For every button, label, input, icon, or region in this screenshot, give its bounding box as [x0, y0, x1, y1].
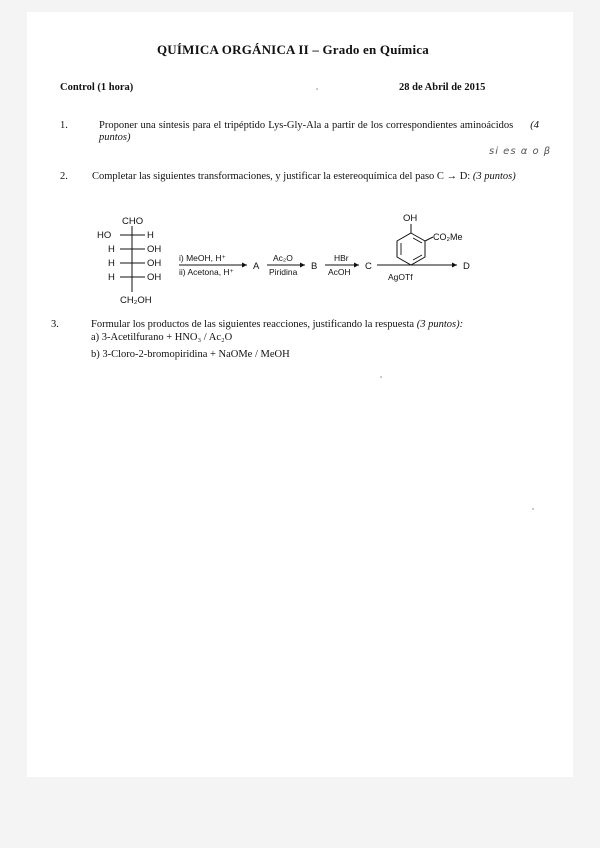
question-3-points: (3 puntos): [416, 319, 464, 330]
step3-reagent-top: HBr [334, 253, 349, 263]
compound-d: D [463, 261, 470, 272]
exam-date: 28 de Abril de 2015 [399, 82, 486, 93]
step2-arrowhead [300, 263, 305, 268]
sugar-r1-right: H [147, 230, 154, 241]
sugar-r1-left: HO [97, 230, 112, 241]
ester-bond [425, 237, 433, 241]
scan-speck [532, 508, 534, 510]
question-1-text [99, 120, 539, 144]
phenol-oh: OH [403, 213, 418, 224]
page-title: QUÍMICA ORGÁNICA II – Grado en Química [157, 42, 429, 57]
compound-a: A [253, 261, 260, 272]
question-1-body: Proponer una síntesis para el tripéptido Lys-Gly-Ala a partir de los correspondientes aminoácidos [99, 120, 514, 131]
step3-reagent-bottom: AcOH [328, 267, 351, 277]
question-3-item-b: b) 3-Cloro-2-bromopiridina + NaOMe / MeOH [91, 349, 290, 360]
question-1-number: 1. [60, 120, 68, 131]
sugar-r4-left: H [108, 272, 115, 283]
compound-c: C [365, 261, 372, 272]
sugar-r3-left: H [108, 258, 115, 269]
sugar-r2-left: H [108, 244, 115, 255]
sugar-r2-right: OH [147, 244, 162, 255]
sugar-bottom: CH₂OH [120, 295, 152, 306]
exam-page [27, 12, 573, 777]
compound-b: B [311, 261, 318, 272]
sugar-r4-right: OH [147, 272, 162, 283]
question-2-text [92, 171, 539, 183]
methyl-salicylate-structure [397, 213, 463, 265]
sugar-top: CHO [122, 216, 144, 227]
step3-arrowhead [354, 263, 359, 268]
step4-reagent-bottom: AgOTf [388, 272, 413, 282]
scan-speck [316, 88, 318, 90]
step4-arrowhead [452, 263, 457, 268]
question-3-body: Formular los productos de las siguientes reacciones, justificando la respuesta [91, 319, 415, 330]
reaction-scheme [87, 202, 487, 312]
scan-speck [380, 376, 382, 378]
question-2-body: Completar las siguientes transformaciones, y justificar la estereoquímica del paso C → D: [92, 171, 471, 182]
question-3-item-a: a) 3-Acetilfurano + HNO₃ / Ac₂O [91, 332, 233, 343]
question-3-number: 3. [51, 319, 59, 330]
question-3-text [91, 319, 551, 331]
step2-reagent-bottom: Piridina [269, 267, 298, 277]
sugar-r3-right: OH [147, 258, 162, 269]
ester-group: CO₂Me [433, 232, 463, 242]
question-2-number: 2. [60, 171, 68, 182]
step1-reagent-2: ii) Acetona, H⁺ [179, 267, 235, 277]
fischer-projection [97, 216, 161, 306]
question-1-points: (4 puntos) [99, 120, 539, 143]
step2-reagent-top: Ac₂O [273, 253, 293, 263]
control-label: Control (1 hora) [60, 82, 134, 93]
step1-arrowhead [242, 263, 247, 268]
step1-reagent-1: i) MeOH, H⁺ [179, 253, 226, 263]
handwritten-note: si es α o β [489, 146, 552, 157]
question-2-points: (3 puntos) [472, 171, 516, 182]
